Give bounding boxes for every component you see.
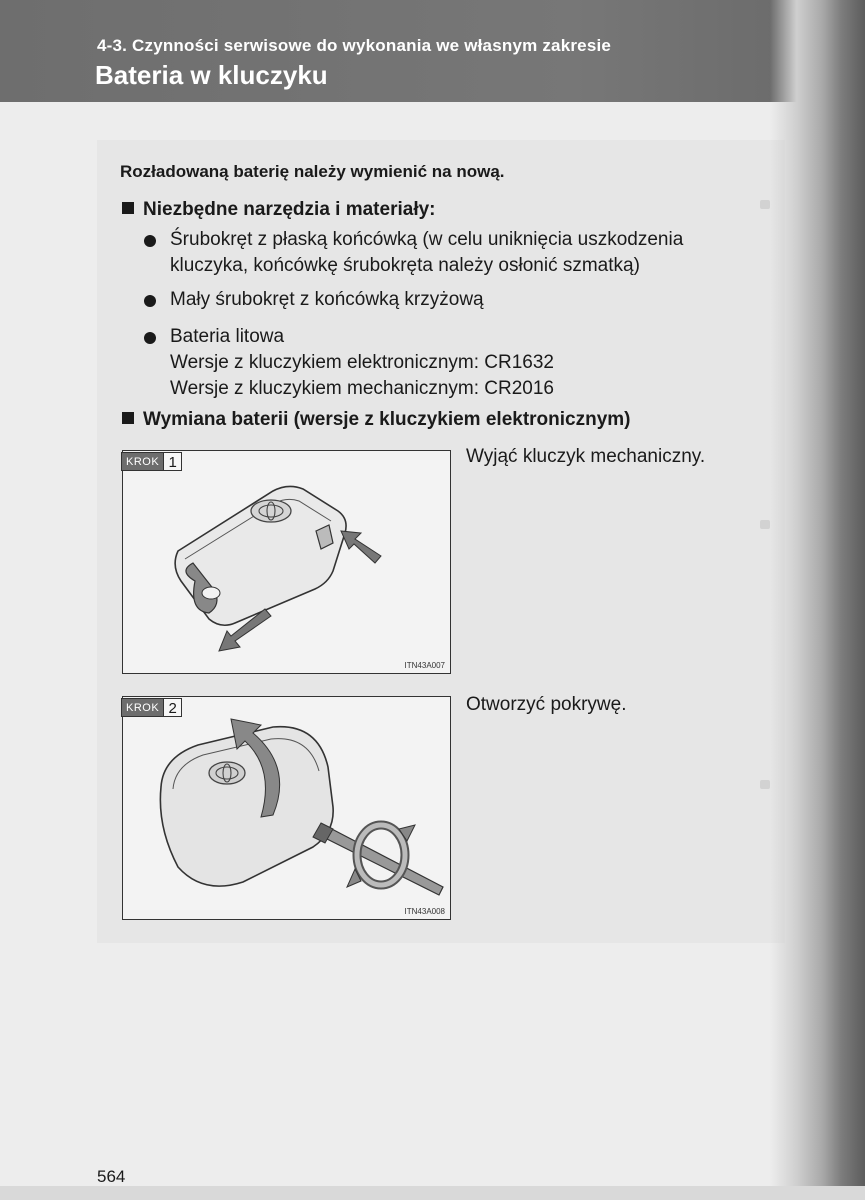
replacement-heading-text: Wymiana baterii (wersje z kluczykiem elektronicznym): [143, 409, 631, 430]
tool-item-line: Bateria litowa: [170, 326, 285, 347]
page-bottom-edge: [0, 1186, 865, 1200]
step-1-badge: [121, 452, 182, 471]
replacement-heading: [122, 409, 631, 431]
bullet-dot-icon: [144, 295, 156, 307]
step-label: KROK: [121, 452, 164, 471]
key-fob-remove-key-illustration: [123, 451, 450, 673]
step-1-figure: [122, 450, 451, 674]
figure-code: ITN43A007: [404, 661, 445, 670]
tool-item-line: Wersje z kluczykiem mechanicznym: CR2016: [170, 378, 554, 399]
tool-item-line: kluczyka, końcówkę śrubokręta należy osłonić szmatką): [170, 255, 640, 276]
bleed-through-line: [760, 780, 770, 789]
bleed-through-line: [760, 520, 770, 529]
page-number: 564: [97, 1167, 126, 1186]
tools-heading: [122, 199, 436, 221]
section-title: 4-3. Czynności serwisowe do wykonania we własnym zakresie: [97, 36, 612, 55]
step-2-badge: [121, 698, 182, 717]
step-number: 2: [164, 698, 182, 717]
tool-item-line: Mały śrubokręt z końcówką krzyżową: [170, 289, 484, 310]
step-label: KROK: [121, 698, 164, 717]
tool-item-line: Śrubokręt z płaską końcówką (w celu uniknięcia uszkodzenia: [170, 229, 684, 250]
square-bullet-icon: [122, 202, 134, 214]
step-2-figure: [122, 696, 451, 920]
book-spine-shadow: [770, 0, 865, 1200]
page-header: [0, 0, 820, 102]
brand-emblem-icon: [209, 762, 245, 784]
square-bullet-icon: [122, 412, 134, 424]
tools-heading-text: Niezbędne narzędzia i materiały:: [143, 199, 436, 220]
brand-emblem-icon: [251, 500, 291, 522]
step-1-instruction: Wyjąć kluczyk mechaniczny.: [466, 446, 706, 467]
bullet-dot-icon: [144, 332, 156, 344]
page-title: Bateria w kluczyku: [95, 60, 328, 90]
key-fob-open-cover-illustration: [123, 697, 450, 919]
step-number: 1: [164, 452, 182, 471]
intro-text: Rozładowaną baterię należy wymienić na nową.: [120, 162, 505, 181]
tool-item-line: Wersje z kluczykiem elektronicznym: CR1632: [170, 352, 554, 373]
step-2-instruction: Otworzyć pokrywę.: [466, 694, 627, 715]
bullet-dot-icon: [144, 235, 156, 247]
figure-code: ITN43A008: [404, 907, 445, 916]
bleed-through-line: [760, 200, 770, 209]
